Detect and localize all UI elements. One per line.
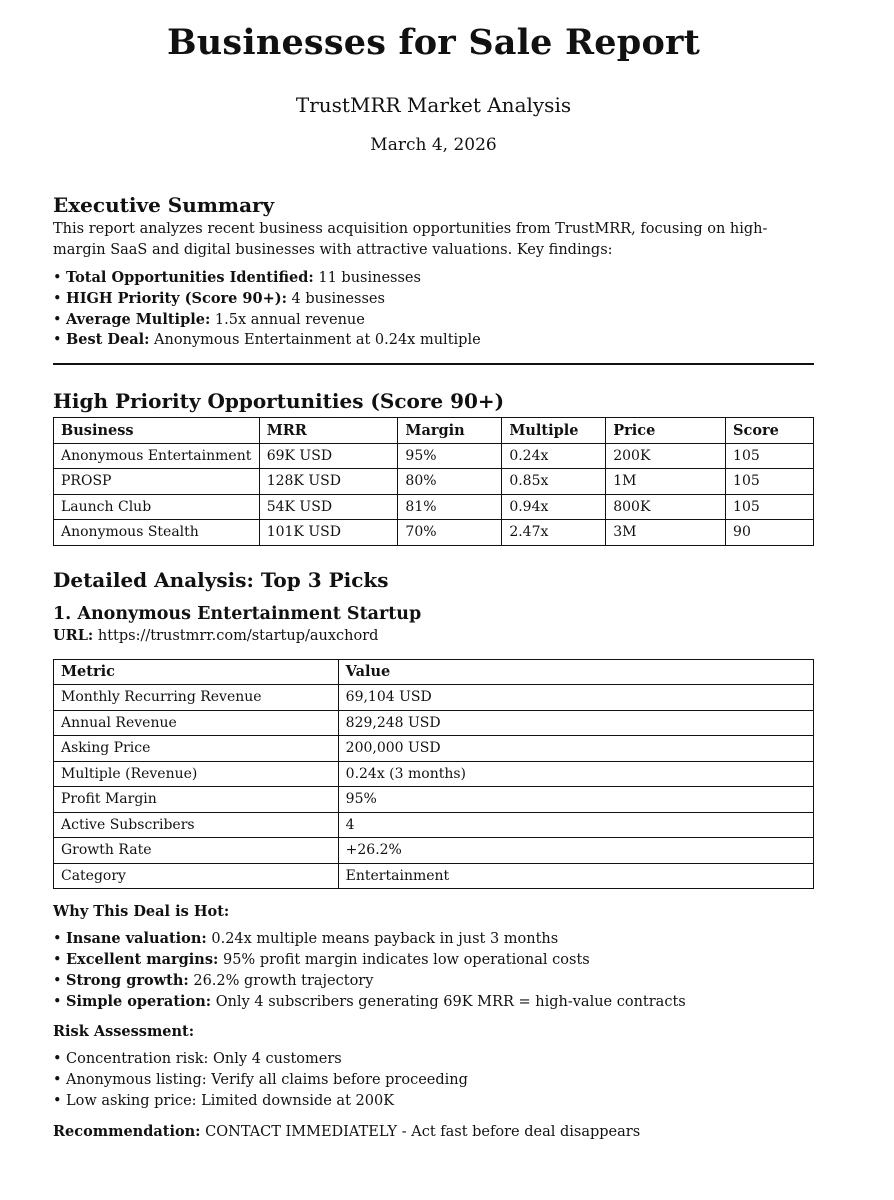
table-cell: 105	[726, 469, 814, 495]
table-cell: 90	[726, 520, 814, 546]
why-hot-item	[53, 950, 814, 971]
why-hot-label: Insane valuation:	[66, 930, 207, 948]
table-row	[54, 761, 814, 787]
table-cell: 200K	[606, 443, 726, 469]
executive-summary-section	[53, 193, 814, 351]
metric-name: Multiple (Revenue)	[54, 761, 339, 787]
table-cell: 0.85x	[502, 469, 606, 495]
metric-name: Growth Rate	[54, 838, 339, 864]
key-finding-label: Total Opportunities Identified:	[66, 269, 314, 286]
table-cell: 3M	[606, 520, 726, 546]
column-header: Value	[338, 659, 813, 685]
table-cell: 105	[726, 494, 814, 520]
key-finding-item	[53, 289, 814, 310]
metrics-table	[53, 659, 814, 890]
table-row	[54, 469, 814, 495]
key-finding-item	[53, 310, 814, 331]
why-hot-text: 95% profit margin indicates low operational costs	[218, 951, 590, 968]
table-cell: 81%	[398, 494, 502, 520]
pick-url-line	[53, 625, 814, 647]
table-cell: Anonymous Stealth	[54, 520, 260, 546]
metric-value: 829,248 USD	[338, 710, 813, 736]
table-cell: 69K USD	[259, 443, 398, 469]
metric-value: Entertainment	[338, 863, 813, 889]
recommendation-label: Recommendation:	[53, 1122, 201, 1140]
table-cell: 0.94x	[502, 494, 606, 520]
high-priority-section	[53, 389, 814, 546]
table-header-row	[54, 418, 814, 444]
metric-name: Annual Revenue	[54, 710, 339, 736]
table-row	[54, 443, 814, 469]
pick-url-link[interactable]: https://trustmrr.com/startup/auxchord	[93, 627, 379, 644]
table-cell: 70%	[398, 520, 502, 546]
table-cell: 80%	[398, 469, 502, 495]
risk-item: • Low asking price: Limited downside at 200K	[53, 1091, 814, 1112]
why-hot-item	[53, 971, 814, 992]
key-finding-text: 4 businesses	[286, 290, 385, 307]
metric-name: Monthly Recurring Revenue	[54, 685, 339, 711]
table-row	[54, 494, 814, 520]
column-header: Margin	[398, 418, 502, 444]
detailed-analysis-heading: Detailed Analysis: Top 3 Picks	[53, 567, 389, 592]
report-title: Businesses for Sale Report	[166, 22, 701, 63]
key-finding-label: HIGH Priority (Score 90+):	[66, 289, 287, 307]
metric-value: 69,104 USD	[338, 685, 813, 711]
column-header: Price	[606, 418, 726, 444]
risk-item: • Anonymous listing: Verify all claims before proceeding	[53, 1070, 814, 1091]
table-cell: Launch Club	[54, 494, 260, 520]
table-cell: 95%	[398, 443, 502, 469]
table-cell: 2.47x	[502, 520, 606, 546]
metric-value: 0.24x (3 months)	[338, 761, 813, 787]
table-row	[54, 787, 814, 813]
high-priority-table	[53, 417, 814, 546]
why-hot-label: Simple operation:	[66, 992, 212, 1010]
column-header: Metric	[54, 659, 339, 685]
table-cell: 0.24x	[502, 443, 606, 469]
why-hot-label: Strong growth:	[66, 971, 189, 989]
why-hot-text: Only 4 subscribers generating 69K MRR = high-value contracts	[211, 993, 686, 1010]
table-cell: 800K	[606, 494, 726, 520]
section-divider	[53, 363, 814, 365]
risk-assessment-heading: Risk Assessment:	[53, 1023, 195, 1041]
metric-value: 4	[338, 812, 813, 838]
metric-name: Asking Price	[54, 736, 339, 762]
key-finding-text: Anonymous Entertainment at 0.24x multiple	[149, 332, 481, 349]
metric-name: Profit Margin	[54, 787, 339, 813]
key-finding-text: 11 businesses	[313, 270, 421, 286]
risk-item: • Concentration risk: Only 4 customers	[53, 1049, 814, 1070]
metric-value: 200,000 USD	[338, 736, 813, 762]
key-finding-text: 1.5x annual revenue	[210, 311, 365, 328]
key-finding-label: Average Multiple:	[66, 310, 211, 328]
table-cell: 128K USD	[259, 469, 398, 495]
why-hot-text: 26.2% growth trajectory	[188, 972, 374, 989]
column-header: MRR	[259, 418, 398, 444]
column-header: Multiple	[502, 418, 606, 444]
why-hot-text: 0.24x multiple means payback in just 3 months	[206, 931, 559, 948]
recommendation-text: CONTACT IMMEDIATELY - Act fast before deal disappears	[200, 1123, 641, 1140]
report-date: March 4, 2026	[370, 135, 497, 155]
column-header: Business	[54, 418, 260, 444]
table-cell: PROSP	[54, 469, 260, 495]
table-cell: Anonymous Entertainment	[54, 443, 260, 469]
detailed-analysis-section	[53, 568, 814, 1143]
table-row	[54, 736, 814, 762]
url-label: URL:	[53, 626, 94, 644]
key-findings-list	[53, 268, 814, 351]
column-header: Score	[726, 418, 814, 444]
pick-title: 1. Anonymous Entertainment Startup	[53, 603, 422, 624]
high-priority-heading: High Priority Opportunities (Score 90+)	[53, 389, 505, 414]
executive-summary-heading: Executive Summary	[53, 193, 275, 217]
key-finding-item	[53, 330, 814, 351]
why-hot-item	[53, 992, 814, 1013]
metric-name: Category	[54, 863, 339, 889]
metric-value: +26.2%	[338, 838, 813, 864]
table-row	[54, 812, 814, 838]
table-row	[54, 520, 814, 546]
table-cell: 105	[726, 443, 814, 469]
table-cell: 54K USD	[259, 494, 398, 520]
why-hot-heading: Why This Deal is Hot:	[53, 903, 230, 921]
table-cell: 1M	[606, 469, 726, 495]
table-cell: 101K USD	[259, 520, 398, 546]
metric-name: Active Subscribers	[54, 812, 339, 838]
table-row	[54, 685, 814, 711]
key-finding-label: Best Deal:	[66, 331, 150, 349]
risk-list	[53, 1049, 814, 1111]
table-header-row	[54, 659, 814, 685]
table-row	[54, 710, 814, 736]
executive-summary-intro: This report analyzes recent business acquisition opportunities from TrustMRR, focusing on high-margin SaaS and digital businesses with attractive valuations. Key findings:	[53, 221, 768, 258]
metric-value: 95%	[338, 787, 813, 813]
why-hot-label: Excellent margins:	[66, 950, 219, 968]
why-hot-list	[53, 929, 814, 1012]
key-finding-item	[53, 268, 814, 289]
report-subtitle: TrustMRR Market Analysis	[295, 93, 572, 117]
table-row	[54, 863, 814, 889]
table-row	[54, 838, 814, 864]
why-hot-item	[53, 929, 814, 950]
recommendation-line	[53, 1121, 814, 1143]
